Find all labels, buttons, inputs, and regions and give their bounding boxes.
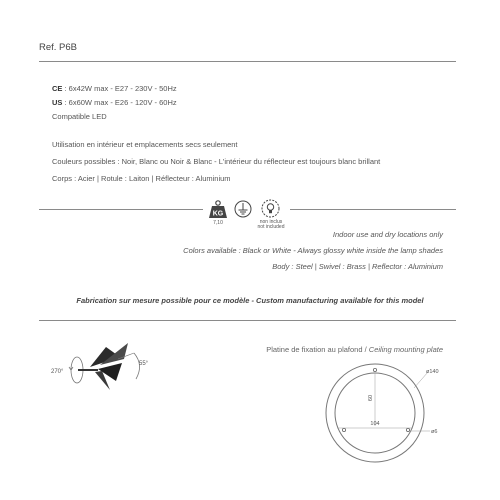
us-value: : 6x60W max - E26 - 120V - 60Hz: [62, 98, 177, 107]
lamp-drawing: [50, 335, 175, 395]
rotation-angle: 270°: [51, 369, 64, 375]
body-en: Body : Steel | Swivel : Brass | Reflector : Aluminium: [272, 262, 443, 271]
plate-label-fr: Platine de fixation au plafond /: [266, 345, 369, 354]
weight-value: 7,10: [213, 220, 223, 226]
icon-divider-left: [39, 209, 203, 210]
icon-divider-right: [290, 209, 456, 210]
outer-diameter: ø140: [426, 369, 439, 375]
usage-fr: Utilisation en intérieur et emplacements secs seulement: [52, 140, 238, 149]
fabrication-note: Fabrication sur mesure possible pour ce modèle - Custom manufacturing available for this model: [76, 296, 424, 305]
bottom-divider: [39, 320, 456, 321]
spec-led: Compatible LED: [52, 112, 107, 121]
weight-letters: KG: [212, 210, 224, 218]
usage-en: Indoor use and dry locations only: [332, 230, 443, 239]
plate-label-en: Ceiling mounting plate: [368, 345, 443, 354]
weight-icon: [208, 199, 228, 219]
spec-ce: [52, 84, 177, 93]
bulb-note-fr: non inclus: [259, 219, 283, 225]
hole-diameter: ø6: [431, 429, 438, 435]
colors-en: Colors available : Black or White - Always glossy white inside the lamp shades: [183, 246, 443, 255]
spec-us: [52, 98, 177, 107]
bulb-note: [252, 220, 290, 230]
ground-icon: [234, 200, 252, 218]
ce-label: CE: [52, 84, 63, 93]
colors-fr: Couleurs possibles : Noir, Blanc ou Noir & Blanc - L'intérieur du réflecteur est toujours blanc brillant: [52, 157, 381, 166]
ce-value: : 6x42W max - E27 - 230V - 50Hz: [62, 84, 177, 93]
top-divider: [39, 61, 456, 62]
inner-width: 104: [370, 421, 380, 427]
mounting-plate-drawing: [320, 358, 450, 468]
tilt-angle: 55°: [139, 361, 149, 367]
inner-height: 60: [368, 394, 374, 402]
reference-title: Ref. P6B: [39, 42, 78, 53]
mounting-plate-label: [266, 345, 443, 354]
body-fr: Corps : Acier | Rotule : Laiton | Réflecteur : Aluminium: [52, 174, 231, 183]
us-label: US: [52, 98, 63, 107]
bulb-not-included-icon: [261, 199, 280, 218]
bulb-note-en: not included: [257, 224, 285, 230]
